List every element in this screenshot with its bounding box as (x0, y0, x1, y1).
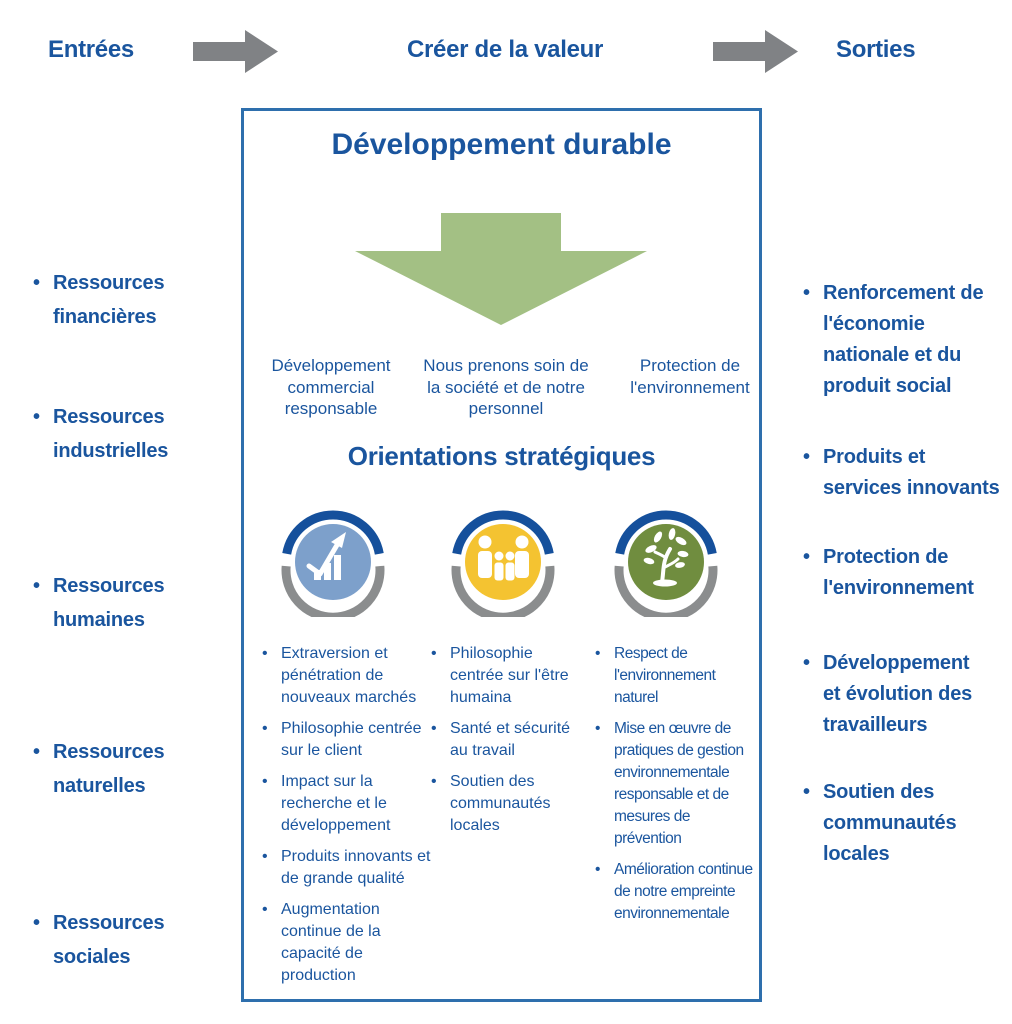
pillar-bullet-list (592, 643, 759, 934)
outputs-heading: Sorties (836, 36, 916, 63)
pillar-bullet-list (428, 643, 585, 846)
bullet-item: • Respect de l'environnement naturel (592, 643, 759, 709)
bullet-item: • Soutien des communautés locales (428, 771, 585, 837)
pillar-heading: Nous prenons soin de la société et de notre personnel (423, 356, 589, 418)
pillar-heading: Protection de l'environnement (630, 356, 750, 397)
create-value-heading: Créer de la valeur (406, 36, 604, 63)
output-item: • Soutien des communautés locales (800, 777, 978, 870)
bullet-item: • Augmentation continue de la capacité de production (259, 899, 441, 987)
input-item: • Ressources naturelles (30, 735, 201, 803)
bullet-item: • Produits innovants et de grande qualité (259, 846, 441, 890)
output-item: • Protection de l'environnement (800, 542, 1001, 604)
inputs-heading: Entrées (48, 36, 134, 63)
flow-arrow-icon (713, 30, 798, 73)
flow-arrow-icon (193, 30, 278, 73)
output-item: • Renforcement de l'économie nationale et du produit social (800, 278, 1001, 402)
bullet-item: • Impact sur la recherche et le développement (259, 771, 441, 837)
output-item: • Produits et services innovants (800, 442, 1001, 504)
input-item: • Ressources financières (30, 266, 201, 334)
tree-icon (611, 507, 721, 617)
input-item: • Ressources sociales (30, 906, 201, 974)
bullet-item: • Extraversion et pénétration de nouveaux marchés (259, 643, 441, 709)
bullet-item: • Amélioration continue de notre empreinte environnementale (592, 859, 759, 925)
bullet-item: • Philosophie centrée sur le client (259, 718, 441, 762)
pillar-bullet-list (259, 643, 441, 996)
bullet-item: • Mise en œuvre de pratiques de gestion environnementale responsable et de mesures de prévention (592, 718, 759, 850)
down-arrow-icon (355, 213, 647, 325)
input-item: • Ressources industrielles (30, 400, 201, 468)
bullet-item: • Santé et sécurité au travail (428, 718, 585, 762)
output-item: • Développement et évolution des travailleurs (800, 648, 978, 741)
growth-chart-icon (278, 507, 388, 617)
family-icon (448, 507, 558, 617)
strategic-orientations-heading: Orientations stratégiques (347, 441, 656, 471)
pillar-heading: Développement commercial responsable (271, 356, 391, 418)
bullet-item: • Philosophie centrée sur l'être humaina (428, 643, 585, 709)
input-item: • Ressources humaines (30, 569, 201, 637)
panel-title: Développement durable (331, 128, 672, 161)
sustainable-development-panel (241, 108, 762, 1002)
